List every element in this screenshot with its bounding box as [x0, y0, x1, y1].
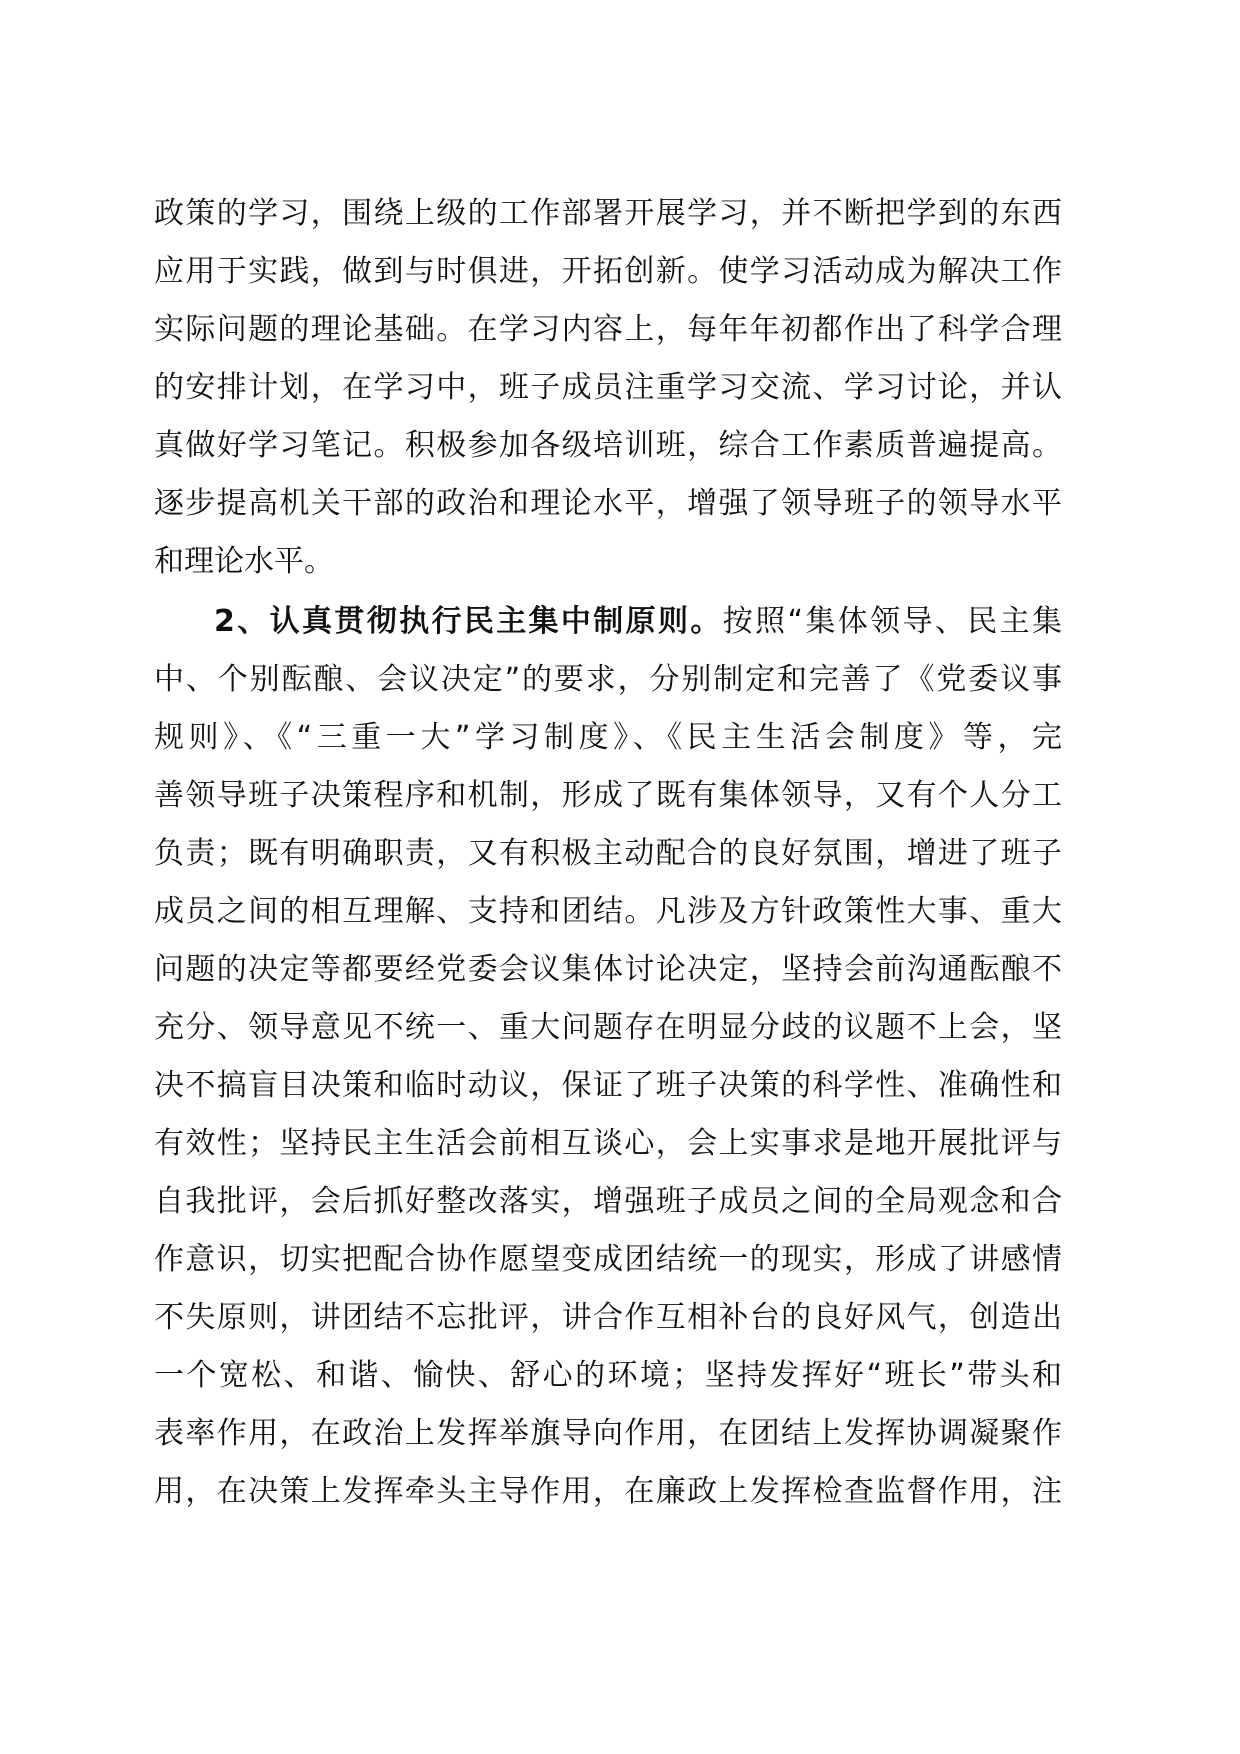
- text-line: 负责；既有明确职责，又有积极主动配合的良好氛围，增进了班子: [154, 836, 1062, 871]
- body-text: [154, 185, 1062, 1521]
- section-heading: 2、认真贯彻执行民主集中制原则。: [214, 604, 723, 639]
- text-line: 一个宽松、和谐、愉快、舒心的环境；坚持发挥好“班长”带头和: [154, 1358, 1062, 1393]
- text-line: 中、个别酝酿、会议决定”的要求，分别制定和完善了《党委议事: [154, 662, 1062, 697]
- text-line: 和理论水平。: [154, 544, 334, 579]
- text-line: 用，在决策上发挥牵头主导作用，在廉政上发挥检查监督作用，注: [154, 1474, 1062, 1509]
- paragraph-2-first-line: [154, 593, 1062, 651]
- text-line: 善领导班子决策程序和机制，形成了既有集体领导，又有个人分工: [154, 778, 1062, 813]
- text-line: 政策的学习，围绕上级的工作部署开展学习，并不断把学到的东西: [154, 196, 1062, 231]
- text-line: 问题的决定等都要经党委会议集体讨论决定，坚持会前沟通酝酿不: [154, 952, 1062, 987]
- text-line: 的安排计划，在学习中，班子成员注重学习交流、学习讨论，并认: [154, 370, 1062, 405]
- text-line: 规则》、《“三重一大”学习制度》、《民主生活会制度》等，完: [154, 720, 1062, 755]
- text-line: 决不搞盲目决策和临时动议，保证了班子决策的科学性、准确性和: [154, 1068, 1062, 1103]
- text-line: 表率作用，在政治上发挥举旗导向作用，在团结上发挥协调凝聚作: [154, 1416, 1062, 1451]
- paragraph-1: [154, 185, 1062, 591]
- text-line: 自我批评，会后抓好整改落实，增强班子成员之间的全局观念和合: [154, 1184, 1062, 1219]
- text-line: 有效性；坚持民主生活会前相互谈心，会上实事求是地开展批评与: [154, 1126, 1062, 1161]
- text-line: 成员之间的相互理解、支持和团结。凡涉及方针政策性大事、重大: [154, 894, 1062, 929]
- text-line: 逐步提高机关干部的政治和理论水平，增强了领导班子的领导水平: [154, 486, 1062, 521]
- heading-continuation: 按照“集体领导、民主集: [722, 604, 1062, 639]
- text-line: 作意识，切实把配合协作愿望变成团结统一的现实，形成了讲感情: [154, 1242, 1062, 1277]
- paragraph-2: [154, 593, 1062, 1521]
- text-line: 不失原则，讲团结不忘批评，讲合作互相补台的良好风气，创造出: [154, 1300, 1062, 1335]
- text-line: 实际问题的理论基础。在学习内容上，每年年初都作出了科学合理: [154, 312, 1062, 347]
- text-line: 充分、领导意见不统一、重大问题存在明显分歧的议题不上会，坚: [154, 1010, 1062, 1045]
- text-line: 真做好学习笔记。积极参加各级培训班，综合工作素质普遍提高。: [154, 428, 1062, 463]
- text-line: 应用于实践，做到与时俱进，开拓创新。使学习活动成为解决工作: [154, 254, 1062, 289]
